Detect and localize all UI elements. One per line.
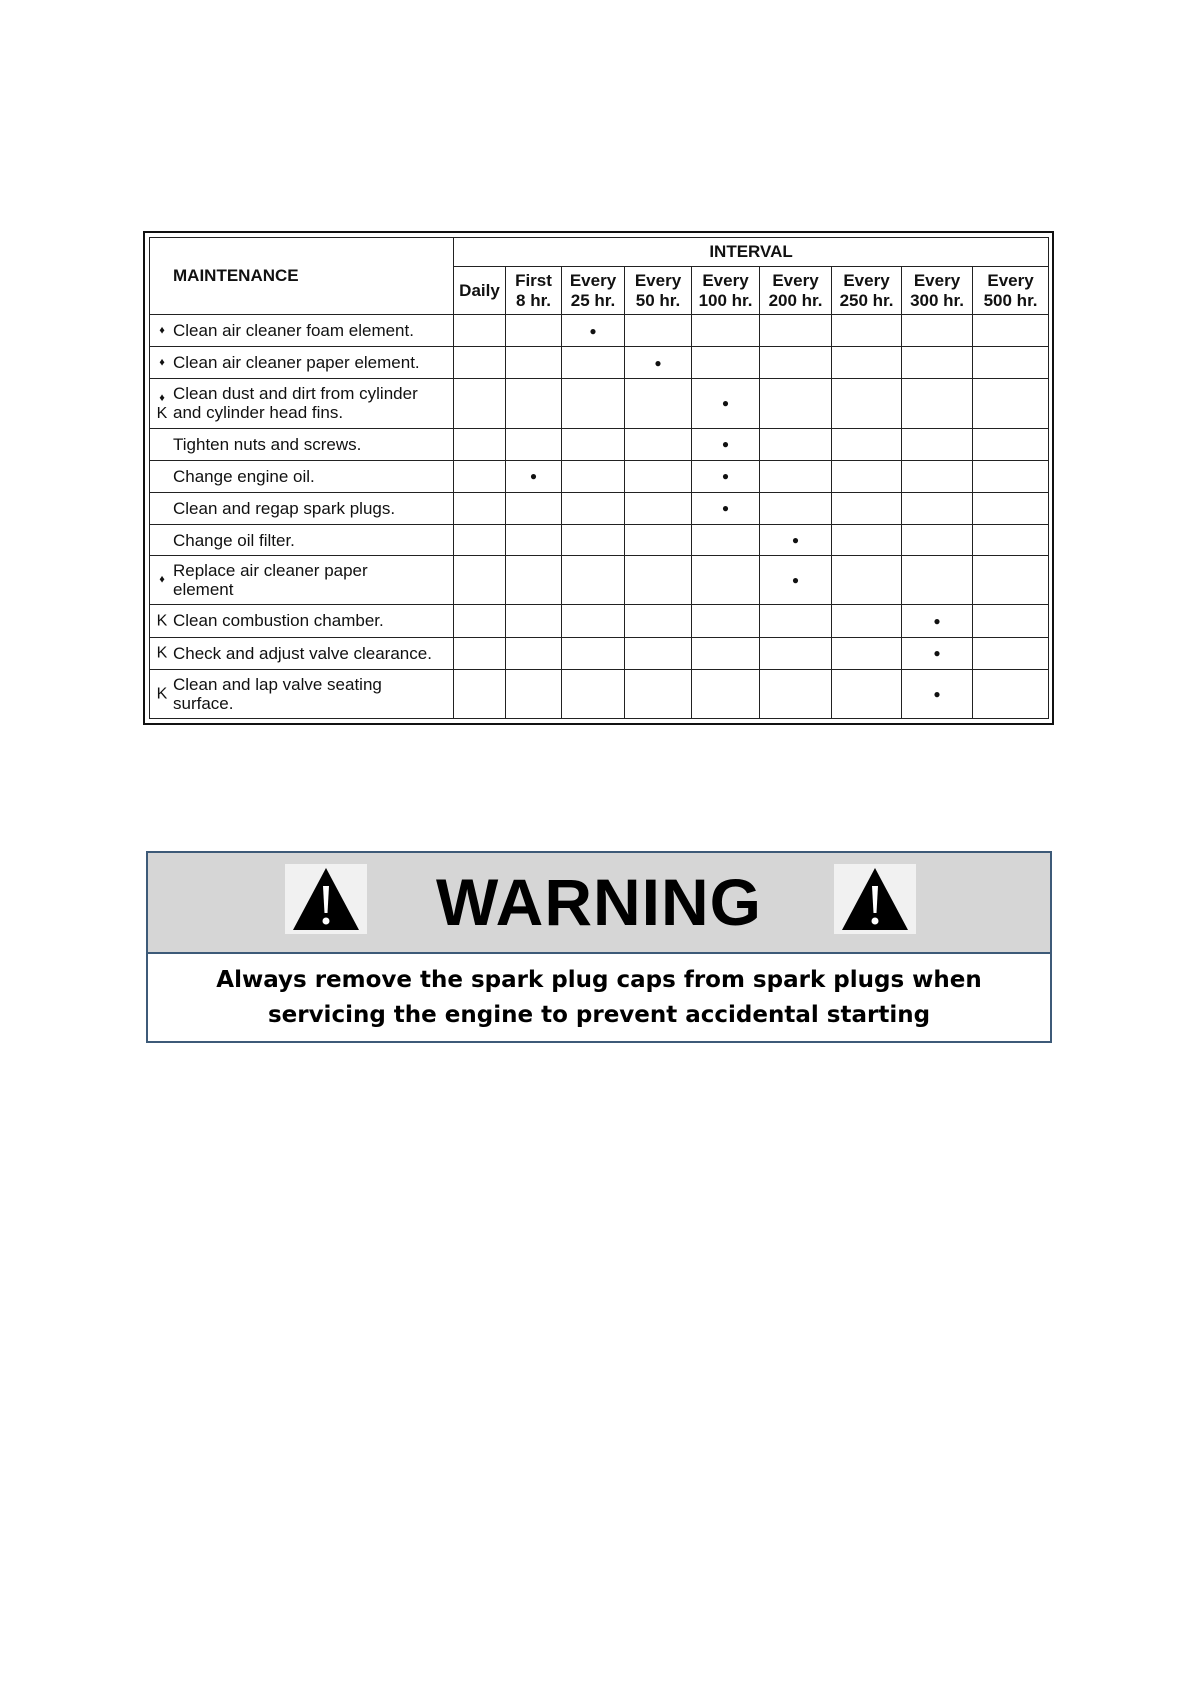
schedule-dot: ●: [692, 460, 760, 492]
schedule-cell-empty: [832, 637, 902, 669]
task-cell: [150, 556, 454, 605]
schedule-cell-empty: [506, 428, 562, 460]
table-row: [150, 669, 1049, 718]
task-text: Tighten nuts and screws.: [173, 434, 362, 454]
schedule-cell-empty: [454, 347, 506, 379]
schedule-cell-empty: [973, 347, 1049, 379]
table-row: [150, 525, 1049, 556]
table-row: [150, 315, 1049, 347]
maintenance-schedule-table: [149, 237, 1049, 719]
interval-label-line: First: [515, 270, 552, 290]
warning-triangle-icon: [834, 864, 916, 934]
schedule-cell-empty: [832, 460, 902, 492]
schedule-cell-empty: [973, 315, 1049, 347]
interval-column-header: [562, 267, 625, 315]
interval-label-line: 300 hr.: [910, 290, 964, 310]
interval-label-line: Every: [772, 270, 819, 290]
schedule-dot: ●: [692, 379, 760, 428]
task-symbol-diamond: ♦: [159, 573, 165, 586]
schedule-cell-empty: [454, 492, 506, 524]
schedule-cell-empty: [973, 428, 1049, 460]
schedule-cell-empty: [760, 637, 832, 669]
schedule-cell-empty: [625, 379, 692, 428]
task-cell: [150, 428, 454, 460]
schedule-cell-empty: [902, 315, 973, 347]
schedule-cell-empty: [625, 605, 692, 637]
warning-title: WARNING: [436, 865, 762, 939]
interval-header: INTERVAL: [454, 238, 1049, 267]
task-symbol-diamond: ♦: [159, 324, 165, 337]
schedule-cell-empty: [902, 347, 973, 379]
schedule-cell-empty: [832, 525, 902, 556]
task-cell: [150, 492, 454, 524]
schedule-cell-empty: [760, 428, 832, 460]
task-symbol-diamond: ♦: [159, 356, 165, 369]
schedule-cell-empty: [692, 669, 760, 718]
schedule-cell-empty: [692, 637, 760, 669]
interval-label-line: 8 hr.: [516, 290, 551, 310]
schedule-cell-empty: [625, 637, 692, 669]
warning-box: [146, 851, 1052, 1043]
schedule-cell-empty: [562, 347, 625, 379]
schedule-cell-empty: [692, 315, 760, 347]
schedule-dot: ●: [902, 605, 973, 637]
schedule-cell-empty: [506, 347, 562, 379]
warning-message: Always remove the spark plug caps from spark plugs when servicing the engine to prevent accidental starting: [216, 967, 982, 1028]
task-text: Change oil filter.: [173, 530, 295, 550]
table-row: [150, 428, 1049, 460]
schedule-cell-empty: [506, 669, 562, 718]
schedule-cell-empty: [562, 556, 625, 605]
schedule-cell-empty: [760, 669, 832, 718]
schedule-cell-empty: [692, 525, 760, 556]
schedule-cell-empty: [973, 605, 1049, 637]
schedule-cell-empty: [902, 379, 973, 428]
schedule-cell-empty: [832, 315, 902, 347]
schedule-cell-empty: [902, 525, 973, 556]
maintenance-header: MAINTENANCE: [150, 238, 454, 315]
interval-label-line: Every: [987, 270, 1034, 290]
interval-column-header: [454, 267, 506, 315]
interval-label-line: Every: [569, 270, 617, 290]
interval-column-header: [692, 267, 760, 315]
schedule-cell-empty: [692, 347, 760, 379]
schedule-cell-empty: [562, 525, 625, 556]
schedule-cell-empty: [506, 525, 562, 556]
table-row: [150, 637, 1049, 669]
schedule-cell-empty: [506, 556, 562, 605]
task-symbol-diamond: ♦: [159, 392, 165, 405]
schedule-cell-empty: [973, 556, 1049, 605]
schedule-cell-empty: [832, 347, 902, 379]
table-row: [150, 460, 1049, 492]
schedule-cell-empty: [832, 669, 902, 718]
task-text: Clean dust and dirt from cylinder: [173, 384, 418, 404]
schedule-cell-empty: [506, 492, 562, 524]
schedule-cell-empty: [692, 605, 760, 637]
schedule-cell-empty: [760, 460, 832, 492]
schedule-cell-empty: [506, 315, 562, 347]
table-row: [150, 379, 1049, 428]
task-symbol-k: K: [156, 685, 168, 703]
task-cell: [150, 347, 454, 379]
interval-label-line: Every: [634, 270, 682, 290]
task-cell: [150, 525, 454, 556]
schedule-cell-empty: [973, 492, 1049, 524]
schedule-cell-empty: [832, 379, 902, 428]
schedule-cell-empty: [625, 315, 692, 347]
schedule-cell-empty: [454, 637, 506, 669]
task-symbol-k: K: [156, 405, 168, 423]
schedule-cell-empty: [454, 428, 506, 460]
schedule-cell-empty: [454, 669, 506, 718]
schedule-cell-empty: [562, 637, 625, 669]
schedule-cell-empty: [760, 315, 832, 347]
schedule-dot: ●: [902, 669, 973, 718]
interval-column-header: [760, 267, 832, 315]
task-text: element: [173, 580, 234, 600]
task-cell: [150, 460, 454, 492]
schedule-cell-empty: [454, 315, 506, 347]
task-text: Clean air cleaner paper element.: [173, 353, 420, 373]
interval-label-line: Every: [843, 270, 890, 290]
task-cell: [150, 315, 454, 347]
interval-label-line: 500 hr.: [983, 290, 1038, 310]
schedule-cell-empty: [562, 379, 625, 428]
schedule-cell-empty: [625, 492, 692, 524]
schedule-cell-empty: [562, 669, 625, 718]
interval-label-line: 50 hr.: [635, 290, 681, 310]
schedule-cell-empty: [562, 605, 625, 637]
task-symbol-k: K: [156, 644, 168, 662]
interval-label-line: Every: [702, 270, 749, 290]
schedule-cell-empty: [625, 525, 692, 556]
interval-label-line: 200 hr.: [768, 290, 823, 310]
schedule-dot: ●: [506, 460, 562, 492]
schedule-dot: ●: [692, 428, 760, 460]
schedule-cell-empty: [832, 428, 902, 460]
interval-column-header: [506, 267, 562, 315]
schedule-cell-empty: [625, 669, 692, 718]
maintenance-table-frame: [143, 231, 1054, 725]
schedule-dot: ●: [625, 347, 692, 379]
schedule-cell-empty: [760, 492, 832, 524]
table-row: [150, 347, 1049, 379]
schedule-cell-empty: [973, 525, 1049, 556]
interval-label-line: 100 hr.: [698, 290, 753, 310]
schedule-cell-empty: [562, 460, 625, 492]
schedule-cell-empty: [973, 379, 1049, 428]
task-cell: [150, 669, 454, 718]
maintenance-rows: [150, 315, 1049, 719]
schedule-cell-empty: [832, 556, 902, 605]
schedule-cell-empty: [506, 605, 562, 637]
schedule-cell-empty: [454, 379, 506, 428]
schedule-cell-empty: [454, 556, 506, 605]
interval-column-header: [902, 267, 973, 315]
interval-label-line: 25 hr.: [570, 290, 616, 310]
interval-label-line: Every: [913, 270, 961, 290]
schedule-cell-empty: [506, 637, 562, 669]
schedule-cell-empty: [760, 347, 832, 379]
task-text: Change engine oil.: [173, 466, 315, 486]
schedule-cell-empty: [454, 605, 506, 637]
task-text: Clean combustion chamber.: [173, 611, 384, 631]
schedule-cell-empty: [692, 556, 760, 605]
schedule-dot: ●: [760, 556, 832, 605]
task-text: Clean air cleaner foam element.: [173, 321, 414, 341]
interval-column-header: [625, 267, 692, 315]
task-text: Clean and regap spark plugs.: [173, 498, 396, 518]
schedule-cell-empty: [832, 605, 902, 637]
task-text: Clean and lap valve seating: [173, 674, 382, 694]
schedule-cell-empty: [625, 460, 692, 492]
schedule-cell-empty: [454, 525, 506, 556]
task-cell: [150, 605, 454, 637]
schedule-cell-empty: [973, 460, 1049, 492]
schedule-dot: ●: [562, 315, 625, 347]
schedule-dot: ●: [692, 492, 760, 524]
interval-label-line: 250 hr.: [839, 290, 894, 310]
schedule-cell-empty: [454, 460, 506, 492]
interval-column-header: [832, 267, 902, 315]
schedule-cell-empty: [760, 379, 832, 428]
schedule-cell-empty: [562, 492, 625, 524]
warning-header: [148, 853, 1050, 954]
schedule-cell-empty: [902, 492, 973, 524]
schedule-cell-empty: [625, 428, 692, 460]
task-text: Check and adjust valve clearance.: [173, 643, 432, 663]
task-text: surface.: [173, 693, 234, 713]
schedule-cell-empty: [625, 556, 692, 605]
interval-column-header: [973, 267, 1049, 315]
schedule-cell-empty: [832, 492, 902, 524]
table-row: [150, 605, 1049, 637]
schedule-cell-empty: [973, 669, 1049, 718]
task-cell: [150, 379, 454, 428]
schedule-dot: ●: [902, 637, 973, 669]
schedule-cell-empty: [902, 428, 973, 460]
task-text: and cylinder head fins.: [173, 403, 344, 423]
task-symbol-k: K: [156, 612, 168, 630]
task-text: Replace air cleaner paper: [173, 561, 368, 581]
schedule-cell-empty: [902, 460, 973, 492]
table-row: [150, 556, 1049, 605]
schedule-cell-empty: [902, 556, 973, 605]
schedule-cell-empty: [760, 605, 832, 637]
interval-label-line: Daily: [459, 280, 500, 300]
schedule-cell-empty: [973, 637, 1049, 669]
table-row: [150, 492, 1049, 524]
schedule-dot: ●: [760, 525, 832, 556]
schedule-cell-empty: [506, 379, 562, 428]
task-cell: [150, 637, 454, 669]
schedule-cell-empty: [562, 428, 625, 460]
